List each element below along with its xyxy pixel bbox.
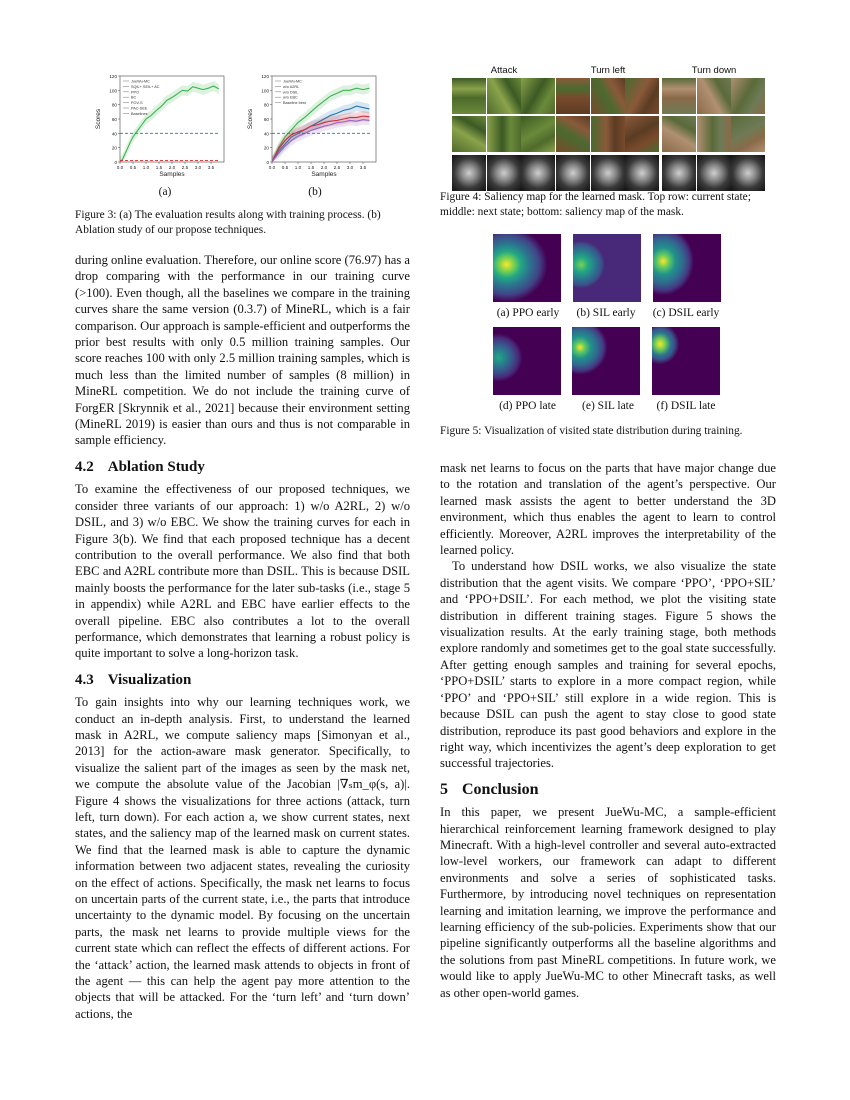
game-frame-image (591, 116, 625, 152)
y-tick-label: 100 (261, 88, 269, 94)
y-tick-label: 0 (266, 160, 269, 165)
state-distribution-heatmap (493, 234, 561, 302)
x-tick-label: 3.0 (194, 165, 202, 170)
legend-entry: w/o DSIL (283, 90, 299, 95)
fig5-caption: Figure 5: Visualization of visited state distribution during training. (440, 425, 743, 437)
fig4-header-attack: Attack (490, 65, 518, 76)
fig4-caption: Figure 4: Saliency map for the learned mask. Top row: current state; middle: next state; bottom: saliency map of the mask. (440, 191, 751, 218)
game-frame-image (452, 116, 486, 152)
x-tick-label: 0.5 (129, 165, 137, 170)
fig5-label-f: (f) DSIL late (656, 400, 716, 412)
game-frame-image (662, 78, 696, 114)
legend-entry: PAC-SEE (131, 106, 148, 111)
y-axis-label: Scores (247, 108, 254, 130)
game-frame-image (521, 78, 555, 114)
y-axis-label: Scores (95, 108, 102, 130)
legend-entry: BC (131, 95, 137, 100)
saliency-map-image (487, 155, 521, 191)
x-tick-label: 0.5 (281, 165, 289, 170)
legend-entry: w/o EBC (283, 95, 298, 100)
x-tick-label: 1.5 (307, 165, 315, 170)
section-4-2-number: 4.2 (75, 458, 94, 475)
section-4-3-title: Visualization (107, 671, 192, 688)
game-frame-image (521, 116, 555, 152)
legend-entry: Baselines (131, 111, 148, 116)
game-frame-image (731, 116, 765, 152)
fig5-label-c: (c) DSIL early (652, 307, 720, 319)
left-para-3: To gain insights into why our learning techniques work, we conduct an in-depth analysis. First, to understand the learned mask in A2RL, we compute saliency maps [Simonyan et al., 2013] for the action-aware mask generator. Specifically, to visualize the salient part of the images as seen by the mask net, we compute the absolute value of the Jacobian |∇ₛm_φ(s, a)|. Figure 4 shows the visualizations for three actions (attack, turn left, turn down). For each action a, we show current states, next states, and the saliency map of the learned mask on current states. We find that the learned mask is able to capture the dynamic information between two adjacent states, revealing the curiosity on the effect of actions. Specifically, the mask net learns to focus on uncertain parts of the current state, i.e., the parts that introduce uncertainty to the dynamic model. By focusing on the uncertain parts, the mask net learns to provide multiple views for the current state which can reflect the effects of different actions. For the ‘attack’ action, the learned mask attends to objects in front of the agent — this can help the agent pay more attention to the objects that will be attacked. For the ‘turn left’ and ‘turn down’ actions, the (75, 695, 410, 1021)
legend-entry: w/o A2RL (283, 84, 300, 89)
game-frame-image (556, 116, 590, 152)
x-tick-label: 1.5 (155, 165, 163, 170)
legend-entry: JueWu-MC (131, 79, 150, 84)
game-frame-image (662, 116, 696, 152)
y-tick-label: 0 (114, 160, 117, 165)
y-tick-label: 20 (263, 145, 269, 151)
game-frame-image (731, 78, 765, 114)
saliency-map-image (591, 155, 625, 191)
left-column (75, 252, 410, 1022)
fig4-header-turn-left: Turn left (590, 65, 626, 76)
game-frame-image (697, 78, 731, 114)
left-para-2: To examine the effectiveness of our proposed techniques, we consider three variants of our approach: 1) w/o A2RL, 2) w/o DSIL, and 3) w/o EBC. We show the training curves for each in Figure 3(b). We find that each proposed technique has a decent contribution to the overall performance. We also find that both EBC and A2RL contribute more than DSIL. This is because DSIL mainly boosts the performance for the later sub-tasks (i.e., stage 5 in appendix) while A2RL and EBC have earlier effects to the overall pipeline. EBC also contributes a lot to the overall performance, which demonstrates that learning a robust policy is quite important to solve a long-horizon task. (75, 482, 410, 661)
fig3-caption: Figure 3: (a) The evaluation results along with training process. (b) Ablation study of our propose techniques. (75, 209, 381, 236)
right-para-3: In this paper, we present JueWu-MC, a sample-efficient hierarchical reinforcement learning framework designed to play Minecraft. With a high-level controller and several auto-extracted low-level workers, our framework can adapt to different environments and solve a series of sophisticated tasks. Furthermore, by introducing novel techniques on representation learning and imitation learning, we improve the performance and learning efficiency of the sub-policies. Experiments show that our pipeline significantly outperforms all the baseline algorithms and the solutions from past MineRL competitions. In future work, we would like to apply JueWu-MC to other Minecraft tasks, as well as other open-world games. (440, 805, 776, 1000)
fig4-grid (452, 62, 772, 192)
game-frame-image (697, 116, 731, 152)
x-tick-label: 0.0 (268, 165, 276, 170)
legend-entry: POV-S (131, 101, 143, 106)
x-tick-label: 3.5 (207, 165, 215, 170)
right-para-1: mask net learns to focus on the parts that have major change due to the rotation and translation of the agent’s perspective. Our learned mask assists the agent to better understand the 3D environment, which thus enables the agent to learn to control efficiently. Moreover, A2RL improves the interpretability of the learned policy. (440, 461, 776, 558)
state-distribution-heatmap (572, 327, 640, 395)
y-tick-label: 60 (263, 117, 269, 122)
state-distribution-heatmap (653, 234, 721, 302)
game-frame-image (556, 78, 590, 114)
section-5-heading (440, 782, 776, 798)
game-frame-image (487, 116, 521, 152)
saliency-map-image (662, 155, 696, 191)
game-frame-image (591, 78, 625, 114)
x-tick-label: 0.0 (116, 165, 124, 170)
y-tick-label: 80 (111, 102, 117, 108)
legend-entry: JueWu-MC (283, 79, 302, 84)
fig5-label-e: (e) SIL late (582, 400, 634, 412)
right-para-2: To understand how DSIL works, we also visualize the state distribution that the agent visits. We compare ‘PPO’, ‘PPO+SIL’ and ‘PPO+DSIL’. For each method, we plot the visiting state distribution in different training stages. Figure 5 shows the visualization results. At the early training stage, both methods explore randomly and sometimes get to the goal state successfully. After getting enough samples and training for several epochs, ‘PPO+DSIL’ starts to explore in a more compact region, while ‘PPO’ and ‘PPO+SIL’ still explore in a wide region. This is because DSIL can push the agent to stay close to good state distribution, reproduce its past good behaviors and explore in the right way, which incentivizes the agent’s deep exploration to get successful trajectories. (440, 559, 776, 771)
y-tick-label: 20 (111, 145, 117, 151)
fig4-header-turn-down: Turn down (691, 65, 737, 76)
saliency-map-image (697, 155, 731, 191)
saliency-map-image (556, 155, 590, 191)
fig3a-label: (a) (158, 186, 172, 198)
x-axis-label: Samples (159, 171, 185, 178)
game-frame-image (487, 78, 521, 114)
x-tick-label: 2.5 (333, 165, 341, 170)
game-frame-image (625, 78, 659, 114)
section-5-number: 5 (440, 780, 448, 798)
section-5-title: Conclusion (462, 780, 539, 798)
fig5-label-b: (b) SIL early (576, 307, 636, 319)
y-tick-label: 100 (109, 88, 117, 94)
y-tick-label: 120 (109, 74, 117, 79)
y-tick-label: 80 (263, 102, 269, 108)
x-tick-label: 2.5 (181, 165, 189, 170)
fig3a-chart (92, 70, 232, 182)
section-4-2-title: Ablation Study (107, 458, 205, 475)
x-tick-label: 2.0 (320, 165, 328, 170)
y-tick-label: 60 (111, 117, 117, 122)
section-4-3-number: 4.3 (75, 671, 94, 688)
legend-entry: SQIL+ SEIL+ AC (131, 84, 160, 89)
left-para-1: during online evaluation. Therefore, our online score (76.97) has a drop comparing with the performance in our training curve (>100). Even though, all the baselines we compare in the training curves share the same version (0.3.7) of MineRL, which is a fair comparison. Our approach is sample-efficient and outperforms the prior best results with only 0.5 million training samples. Our score reaches 100 with only 2.5 million training samples, which is much less than the limited number of samples (8 million) in MineRL competition. We do not include the training curve of ForgER [Skrynnik et al., 2021] because their environment setting (MineRL 2019) is easier than ours and thus is not comparable in sample efficiency. (75, 253, 410, 448)
legend-entry: Baseline best (283, 101, 306, 106)
legend-entry: PPO (131, 90, 140, 95)
state-distribution-heatmap (573, 234, 641, 302)
x-tick-label: 2.0 (168, 165, 176, 170)
state-distribution-heatmap (652, 327, 720, 395)
x-axis-label: Samples (311, 171, 337, 178)
x-tick-label: 3.0 (346, 165, 354, 170)
right-column (440, 460, 776, 1001)
section-4-2-heading (75, 459, 410, 475)
x-tick-label: 1.0 (294, 165, 302, 170)
y-tick-label: 40 (111, 131, 117, 137)
game-frame-image (625, 116, 659, 152)
fig5-label-a: (a) PPO early (496, 307, 560, 319)
fig3b-chart (244, 70, 384, 182)
legend (275, 80, 307, 106)
x-tick-label: 1.0 (142, 165, 150, 170)
saliency-map-image (625, 155, 659, 191)
fig5-label-d: (d) PPO late (499, 400, 556, 412)
y-tick-label: 40 (263, 131, 269, 137)
x-tick-label: 3.5 (359, 165, 367, 170)
saliency-map-image (452, 155, 486, 191)
saliency-map-image (731, 155, 765, 191)
fig3b-label: (b) (308, 186, 322, 198)
y-tick-label: 120 (261, 74, 269, 79)
game-frame-image (452, 78, 486, 114)
state-distribution-heatmap (493, 327, 561, 395)
section-4-3-heading (75, 672, 410, 688)
saliency-map-image (521, 155, 555, 191)
